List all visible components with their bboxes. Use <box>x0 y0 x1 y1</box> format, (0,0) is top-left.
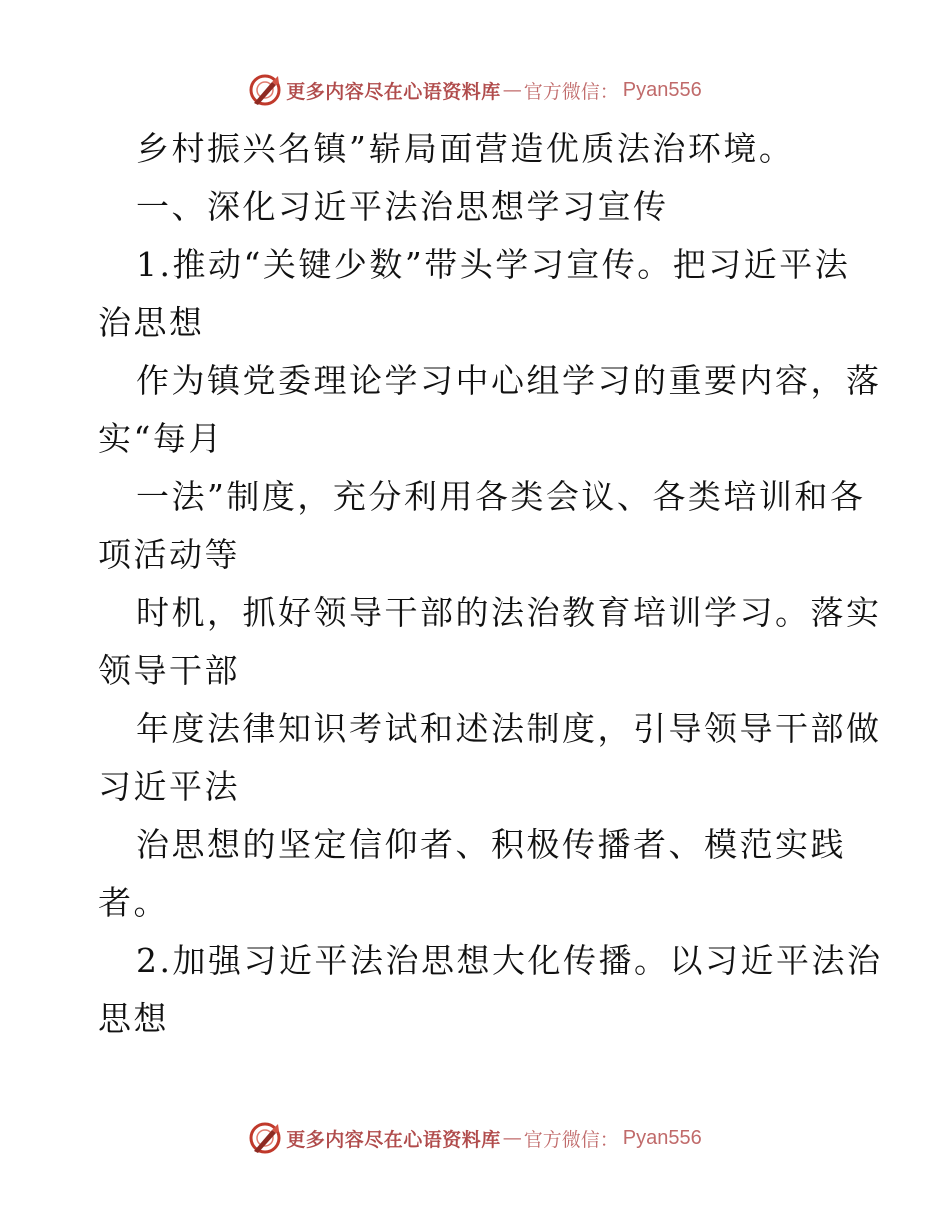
document-body <box>98 120 883 1048</box>
text-line: 乡村振兴名镇”崭局面营造优质法治环境。 <box>136 129 795 168</box>
text-line: 项活动等 <box>98 535 240 574</box>
text-line: 时机，抓好领导干部的法治教育培训学习。落实 <box>136 593 882 632</box>
pen-logo-icon <box>248 73 282 107</box>
text-line: 2.加强习近平法治思想大化传播。以习近平法治 <box>136 941 883 980</box>
banner-text: 更多内容尽在心语资料库 <box>286 1128 501 1151</box>
banner-wechat-id: Pyan556 <box>622 78 702 101</box>
footer-banner <box>0 1118 950 1158</box>
banner-text: 更多内容尽在心语资料库 <box>286 80 501 103</box>
section-heading: 一、深化习近平法治思想学习宣传 <box>136 187 669 226</box>
text-line: 年度法律知识考试和述法制度，引导领导干部做 <box>136 709 882 748</box>
header-banner <box>0 70 950 110</box>
text-line: 实“每月 <box>98 419 224 458</box>
pen-logo-icon <box>248 1121 282 1155</box>
banner-wechat-id: Pyan556 <box>622 1126 702 1149</box>
text-line: 思想 <box>98 999 169 1038</box>
text-line: 1.推动“关键少数”带头学习宣传。把习近平法 <box>136 245 851 284</box>
banner-separator: — <box>502 1127 522 1149</box>
banner-separator: — <box>502 79 522 101</box>
banner-wechat-label: 官方微信： <box>523 1128 619 1151</box>
text-line: 领导干部 <box>98 651 240 690</box>
text-line: 习近平法 <box>98 767 240 806</box>
banner-wechat-label: 官方微信： <box>523 80 619 103</box>
text-line: 治思想的坚定信仰者、积极传播者、模范实践 <box>136 825 846 864</box>
text-line: 治思想 <box>98 303 205 342</box>
text-line: 一法”制度，充分利用各类会议、各类培训和各 <box>136 477 866 516</box>
text-line: 者。 <box>98 883 169 922</box>
text-line: 作为镇党委理论学习中心组学习的重要内容，落 <box>136 361 882 400</box>
